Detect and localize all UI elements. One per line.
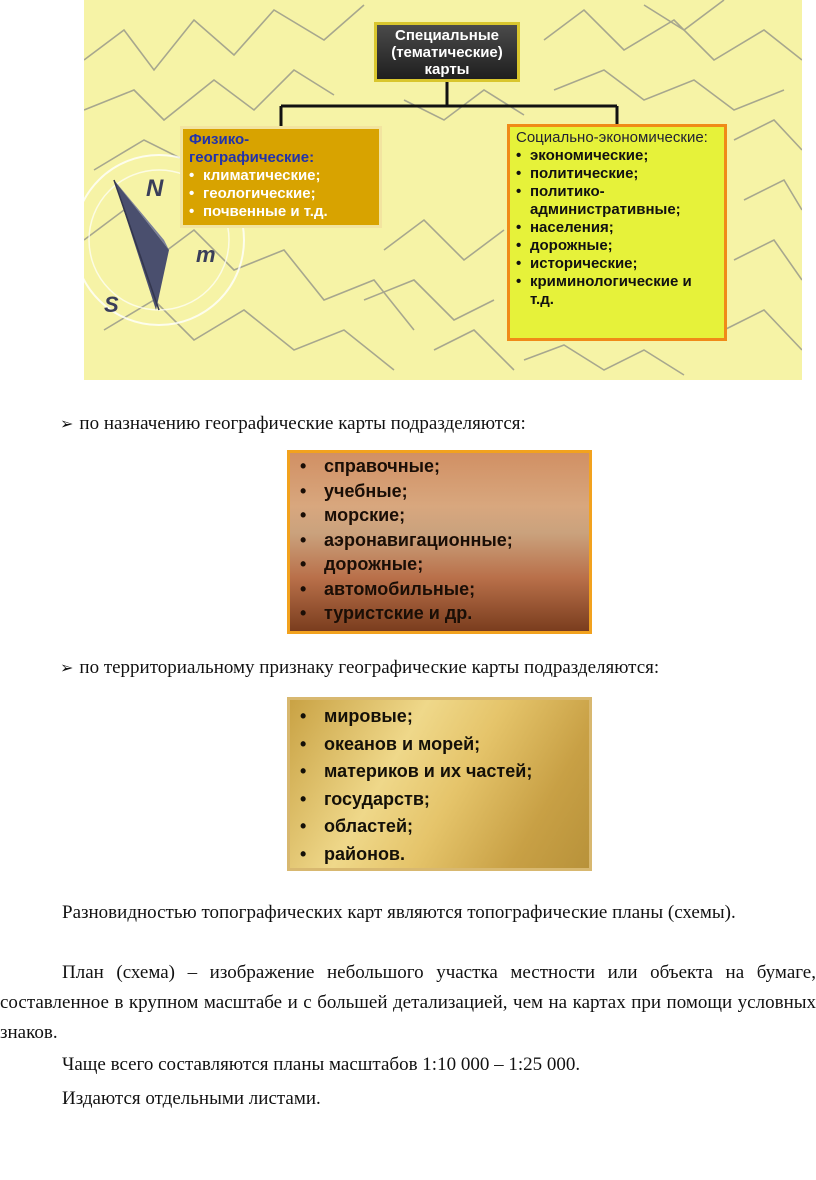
list-item: • криминологические и т.д. (516, 273, 718, 309)
list-item: • политические; (516, 165, 718, 183)
list-item: • материков и их частей; (290, 758, 589, 786)
list-item: • дорожные; (290, 552, 589, 577)
list-item: • областей; (290, 813, 589, 841)
list-item: • океанов и морей; (290, 731, 589, 759)
purpose-lead-text: по назначению географические карты подразделяются: (79, 413, 526, 434)
list-item: • морские; (290, 503, 589, 528)
list-item: • политико-административные; (516, 183, 718, 219)
arrow-bullet-icon: ➢ (60, 658, 74, 677)
socio-economic-heading: Социально-экономические: (516, 129, 708, 146)
list-item: • туристские и др. (290, 601, 589, 626)
paragraph-plan-definition: План (схема) – изображение небольшого участка местности или объекта на бумаге, составленное в крупном масштабе и с большей детализацией, чем на картах при помощи условных знаков. (0, 962, 816, 1043)
arrow-bullet-icon: ➢ (60, 414, 74, 433)
paragraph-topographic-plans: Разновидностью топографических карт являются топографические планы (схемы). (62, 902, 736, 923)
list-item: • экономические; (516, 147, 718, 165)
list-item: • мировые; (290, 703, 589, 731)
list-item: • государств; (290, 786, 589, 814)
list-item: • почвенные и т.д. (189, 203, 373, 221)
territory-lead-text: по территориальному признаку географические карты подразделяются: (79, 657, 660, 678)
socio-economic-box (507, 124, 727, 341)
list-item: • населения; (516, 219, 718, 237)
special-maps-title: Специальные (тематические) карты (391, 27, 503, 78)
compass-north-label: N (146, 175, 164, 202)
purpose-list-box (287, 450, 592, 634)
physical-geographic-heading: Физико-географические: (189, 131, 315, 166)
paragraph-sheets: Издаются отдельными листами. (62, 1088, 321, 1109)
thematic-maps-diagram (84, 0, 802, 380)
diagram-connectors (281, 82, 617, 128)
list-item: • автомобильные; (290, 577, 589, 602)
list-item: • аэронавигационные; (290, 528, 589, 553)
purpose-lead (60, 413, 526, 435)
physical-geographic-box (180, 126, 382, 228)
list-item: • дорожные; (516, 237, 718, 255)
territory-list-box (287, 697, 592, 871)
paragraph-scales: Чаще всего составляются планы масштабов 1:10 000 – 1:25 000. (62, 1054, 581, 1075)
compass-m-label: m (196, 242, 216, 267)
list-item: • климатические; (189, 167, 373, 185)
special-maps-box (374, 22, 520, 82)
list-item: • районов. (290, 841, 589, 869)
territory-lead (60, 657, 659, 679)
list-item: • учебные; (290, 479, 589, 504)
list-item: • справочные; (290, 454, 589, 479)
compass-south-label: S (104, 292, 119, 317)
list-item: • геологические; (189, 185, 373, 203)
list-item: • исторические; (516, 255, 718, 273)
